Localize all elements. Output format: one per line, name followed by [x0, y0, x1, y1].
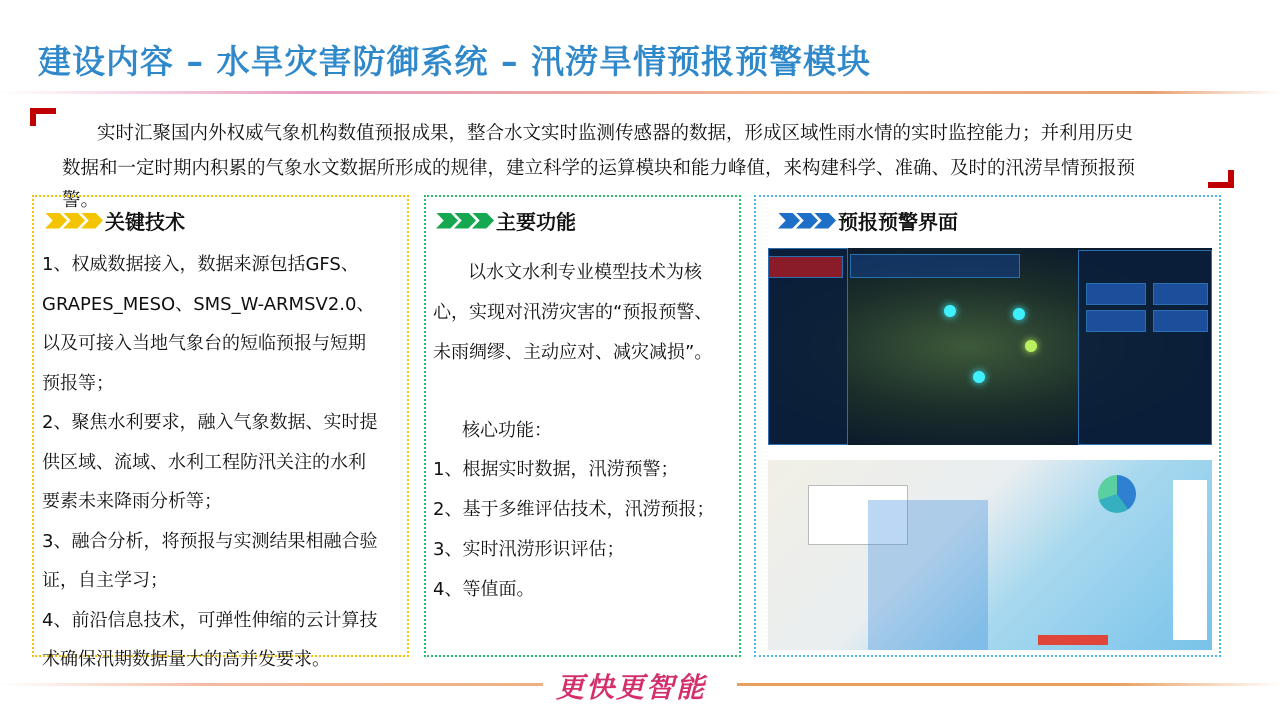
key-tech-line: 4、前沿信息技术，可弹性伸缩的云计算技 — [42, 609, 378, 631]
station-marker-icon — [1025, 340, 1037, 352]
pie-widget — [1098, 475, 1136, 513]
heading-label: 主要功能 — [496, 210, 576, 234]
interface-heading — [778, 206, 958, 235]
dashboard-screenshot — [768, 248, 1212, 445]
map-alert-bar — [1038, 635, 1108, 645]
slogan: 更快更智能 — [556, 671, 707, 704]
key-tech-line: 要素未来降雨分析等； — [42, 491, 222, 512]
station-marker-icon — [944, 305, 956, 317]
dashboard-right-panel — [1078, 250, 1212, 445]
intro-line: 警。 — [62, 190, 100, 211]
title-divider — [0, 91, 1280, 94]
heading-label: 预报预警界面 — [838, 210, 958, 234]
station-marker-icon — [1013, 308, 1025, 320]
key-tech-line: 以及可接入当地气象台的短临预报与短期 — [42, 333, 366, 354]
map-screenshot — [768, 460, 1212, 650]
key-tech-line: 预报等； — [42, 372, 114, 394]
station-marker-icon — [973, 371, 985, 383]
dashboard-alert-header — [768, 256, 843, 278]
key-tech-line: 供区域、流域、水利工程防汛关注的水利 — [42, 451, 366, 473]
key-tech-line: 2、聚焦水利要求，融入气象数据、实时提 — [42, 412, 378, 433]
map-region-overlay — [868, 500, 988, 650]
dashboard-stat-strip — [850, 254, 1020, 278]
dashboard-card — [1153, 310, 1208, 332]
key-tech-line: 证，自主学习； — [42, 570, 168, 591]
chevron-icon — [436, 213, 490, 229]
mid-text-line: 以水文水利专业模型技术为核 — [468, 262, 702, 283]
main-function-heading — [436, 206, 576, 235]
footer-divider — [0, 683, 543, 686]
dashboard-card — [1086, 310, 1146, 332]
heading-label: 关键技术 — [105, 210, 185, 234]
key-tech-line: 3、融合分析，将预报与实测结果相融合验 — [42, 530, 378, 552]
core-function-item: 3、实时汛涝形识评估； — [433, 539, 625, 560]
map-legend-panel — [1173, 480, 1207, 640]
key-tech-line: GRAPES_MESO、SMS_W-ARMSV2.0、 — [42, 293, 375, 315]
chevron-icon — [45, 213, 99, 229]
dashboard-card — [1086, 283, 1146, 305]
dashboard-card — [1153, 283, 1208, 305]
key-tech-heading — [45, 206, 185, 235]
core-function-item: 4、等值面。 — [433, 579, 535, 600]
core-function-item: 1、根据实时数据，汛涝预警； — [433, 459, 679, 480]
page-title: 建设内容 – 水旱灾害防御系统 – 汛涝旱情预报预警模块 — [38, 42, 871, 81]
core-function-item: 2、基于多维评估技术，汛涝预报； — [433, 499, 715, 520]
mid-text-line: 心，实现对汛涝灾害的“预报预警、 — [433, 302, 713, 323]
corner-bracket-icon — [30, 108, 56, 126]
intro-line: 数据和一定时期内积累的气象水文数据所形成的规律，建立科学的运算模块和能力峰值，来构建科学、准确、及时的汛涝旱情预报预 — [62, 158, 1136, 179]
chevron-icon — [778, 213, 832, 229]
footer-divider — [737, 683, 1280, 686]
core-function-title: 核心功能： — [462, 420, 552, 441]
mid-text-line: 未雨绸缪、主动应对、减灾减损”。 — [433, 342, 713, 363]
key-tech-line: 术确保汛期数据量大的高并发要求。 — [42, 649, 330, 670]
corner-bracket-icon — [1208, 170, 1234, 188]
key-tech-line: 1、权威数据接入，数据来源包括GFS、 — [42, 254, 359, 275]
intro-line: 实时汇聚国内外权威气象机构数值预报成果，整合水文实时监测传感器的数据，形成区域性雨水情的实时监控能力；并利用历史 — [97, 123, 1134, 144]
